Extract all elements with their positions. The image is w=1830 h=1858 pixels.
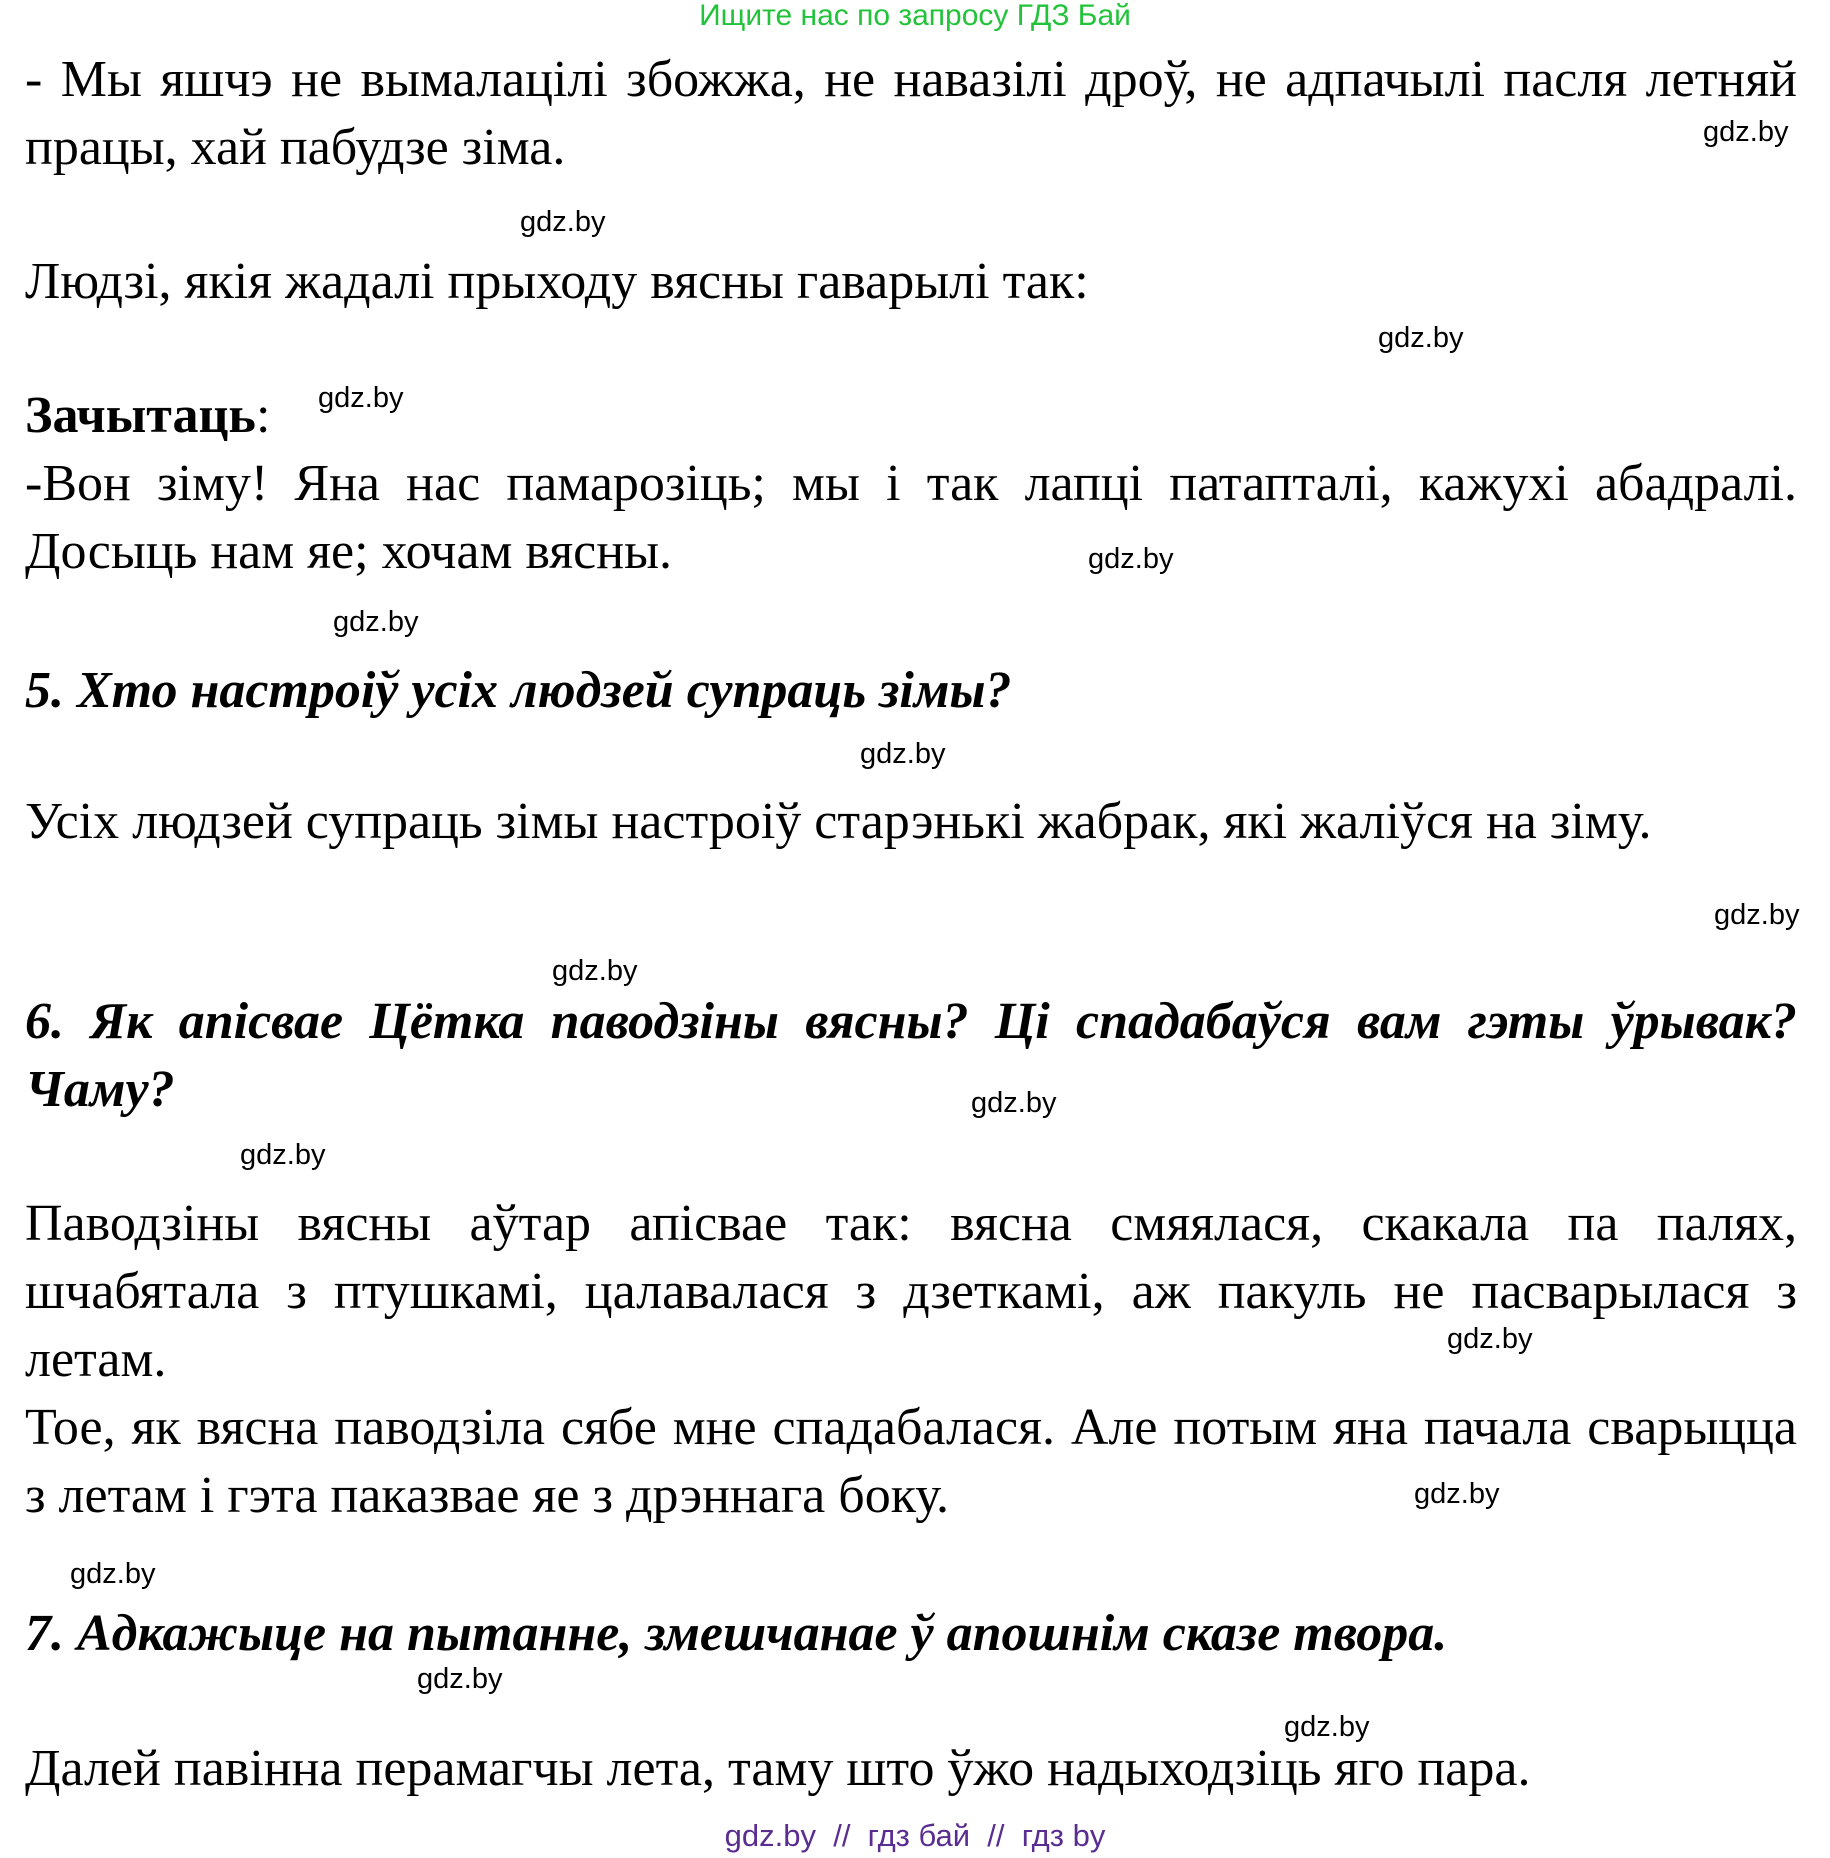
search-banner: Ищите нас по запросу ГДЗ Бай [699, 0, 1131, 32]
answer-6b: Тое, як вясна паводзіла сябе мне спадабалася. Але потым яна пачала сварыцца з летам і гэта паказвае яе з дрэннага боку. [25, 1399, 1797, 1524]
watermark: gdz.by [70, 1558, 156, 1590]
speaker-heading [25, 382, 1797, 450]
question-5: 5. Хто настроіў усіх людзей супраць зімы? [25, 662, 1012, 719]
watermark: gdz.by [240, 1139, 326, 1171]
watermark: gdz.by [417, 1663, 503, 1695]
watermark: gdz.by [1378, 322, 1464, 354]
watermark: gdz.by [1714, 899, 1800, 931]
question-7: 7. Адкажыце на пытанне, змешчанае ў апошнім сказе твора. [25, 1605, 1448, 1662]
watermark: gdz.by [860, 738, 946, 770]
paragraph-2: Людзі, якія жадалі прыходу вясны гаварылі так: [25, 253, 1089, 310]
watermark: gdz.by [520, 206, 606, 238]
answer-5: Усіх людзей супраць зімы настроіў старэнькі жабрак, які жаліўся на зіму. [25, 793, 1652, 850]
question-6: 6. Як апісвае Цётка паводзіны вясны? Ці спадабаўся вам гэты ўрывак? Чаму? [25, 993, 1797, 1118]
paragraph-1: - Мы яшчэ не вымалацілі збожжа, не навазілі дроў, не адпачылі пасля летняй працы, хай пабудзе зіма. [25, 51, 1797, 176]
watermark: gdz.by [1088, 543, 1174, 575]
watermark: gdz.by [1447, 1323, 1533, 1355]
watermark: gdz.by [552, 955, 638, 987]
speaker-label: Зачытаць [25, 387, 256, 444]
watermark: gdz.by [971, 1087, 1057, 1119]
watermark: gdz.by [1703, 116, 1789, 148]
watermark: gdz.by [1414, 1478, 1500, 1510]
watermark: gdz.by [1284, 1711, 1370, 1743]
footer-links: gdz.by // гдз бай // гдз by [724, 1818, 1106, 1853]
watermark: gdz.by [333, 606, 419, 638]
answer-6a: Паводзіны вясны аўтар апісвае так: вясна смяялася, скакала па палях, шчабятала з птушкамі, цалавалася з дзеткамі, аж пакуль не пасварылася з летам. [25, 1195, 1797, 1388]
answer-7: Далей павінна перамагчы лета, таму што ўжо надыходзіць яго пара. [25, 1740, 1531, 1797]
speaker-colon: : [255, 387, 271, 444]
watermark: gdz.by [318, 382, 404, 414]
paragraph-4: -Вон зіму! Яна нас памарозіць; мы і так лапці патапталі, кажухі абадралі. Досыць нам яе; хочам вясны. [25, 455, 1797, 580]
